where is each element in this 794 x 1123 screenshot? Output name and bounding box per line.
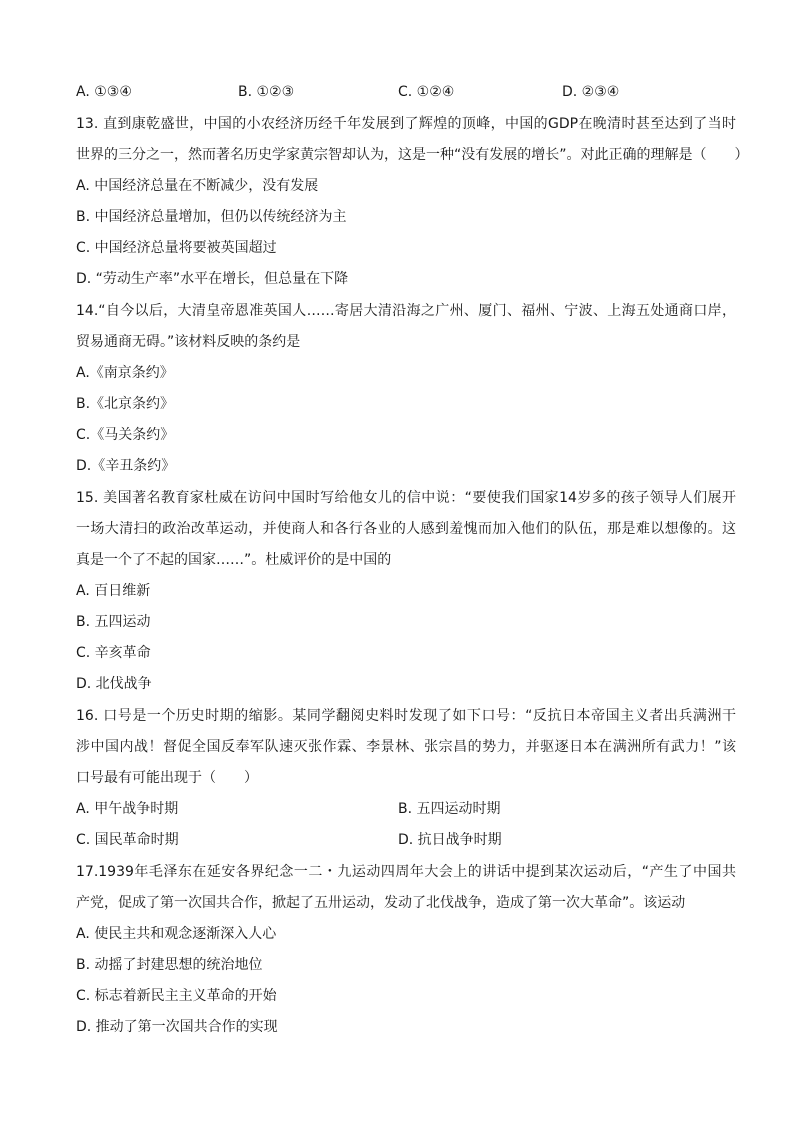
q17-stem-line2: 产党，促成了第一次国共合作，掀起了五卅运动，发动了北伐战争，造成了第一次大革命”。该运动 [76, 895, 686, 911]
q17-stem-line1: 17.1939年毛泽东在延安各界纪念一二・九运动四周年大会上的讲话中提到某次运动后，“产生了中国共 [76, 864, 736, 880]
q15-stem-line2: 一场大清扫的政治改革运动，并使商人和各行各业的人感到羞愧而加入他们的队伍，那是难以想像的。这 [76, 521, 736, 537]
q15-option-c[interactable]: C. 辛亥革命 [76, 645, 151, 661]
q15-option-b[interactable]: B. 五四运动 [76, 614, 151, 630]
q17-option-a[interactable]: A. 使民主共和观念逐渐深入人心 [76, 926, 277, 942]
q14-stem-line2: 贸易通商无碍。”该材料反映的条约是 [76, 334, 301, 350]
q16-stem-line2: 涉中国内战！督促全国反奉军队速灭张作霖、李景林、张宗昌的势力，并驱逐日本在满洲所有武力！”该 [76, 739, 736, 755]
q16-option-a[interactable]: A. 甲午战争时期 [76, 801, 179, 817]
q13-option-c[interactable]: C. 中国经济总量将要被英国超过 [76, 240, 277, 256]
q15-stem-line3: 真是一个了不起的国家……”。杜威评价的是中国的 [76, 552, 392, 568]
q13-stem-line1: 13. 直到康乾盛世，中国的小农经济历经千年发展到了辉煌的顶峰，中国的GDP在晚清时甚至达到了当时 [76, 116, 736, 132]
q14-stem-line1: 14.“自今以后，大清皇帝恩准英国人……寄居大清沿海之广州、厦门、福州、宁波、上海五处通商口岸， [76, 303, 736, 319]
q13-option-b[interactable]: B. 中国经济总量增加，但仍以传统经济为主 [76, 209, 347, 225]
q12-option-c[interactable]: C. ①②④ [398, 84, 455, 100]
q14-option-a[interactable]: A.《南京条约》 [76, 365, 174, 381]
q15-option-a[interactable]: A. 百日维新 [76, 583, 151, 599]
q13-stem-line2: 世界的三分之一，然而著名历史学家黄宗智却认为，这是一种“没有发展的增长”。对此正确的理解是（ ） [76, 147, 749, 163]
q17-option-b[interactable]: B. 动摇了封建思想的统治地位 [76, 957, 263, 973]
q16-option-b[interactable]: B. 五四运动时期 [398, 801, 501, 817]
q12-option-b[interactable]: B. ①②③ [238, 84, 295, 100]
q14-option-c[interactable]: C.《马关条约》 [76, 427, 175, 443]
q14-option-b[interactable]: B.《北京条约》 [76, 396, 175, 412]
q13-option-d[interactable]: D. “劳动生产率”水平在增长，但总量在下降 [76, 271, 349, 287]
q13-option-a[interactable]: A. 中国经济总量在不断减少，没有发展 [76, 178, 319, 194]
q17-option-d[interactable]: D. 推动了第一次国共合作的实现 [76, 1019, 278, 1035]
q14-option-d[interactable]: D.《辛丑条约》 [76, 458, 176, 474]
q16-option-c[interactable]: C. 国民革命时期 [76, 832, 179, 848]
q15-stem-line1: 15. 美国著名教育家杜威在访问中国时写给他女儿的信中说：“要使我们国家14岁多的孩子领导人们展开 [76, 490, 736, 506]
q16-stem-line3: 口号最有可能出现于（ ） [76, 770, 258, 786]
q16-option-d[interactable]: D. 抗日战争时期 [398, 832, 502, 848]
q12-option-a[interactable]: A. ①③④ [76, 84, 132, 100]
q16-stem-line1: 16. 口号是一个历史时期的缩影。某同学翻阅史料时发现了如下口号：“反抗日本帝国主义者出兵满洲干 [76, 708, 736, 724]
q15-option-d[interactable]: D. 北伐战争 [76, 676, 152, 692]
q12-option-d[interactable]: D. ②③④ [562, 84, 620, 100]
q17-option-c[interactable]: C. 标志着新民主主义革命的开始 [76, 988, 277, 1004]
